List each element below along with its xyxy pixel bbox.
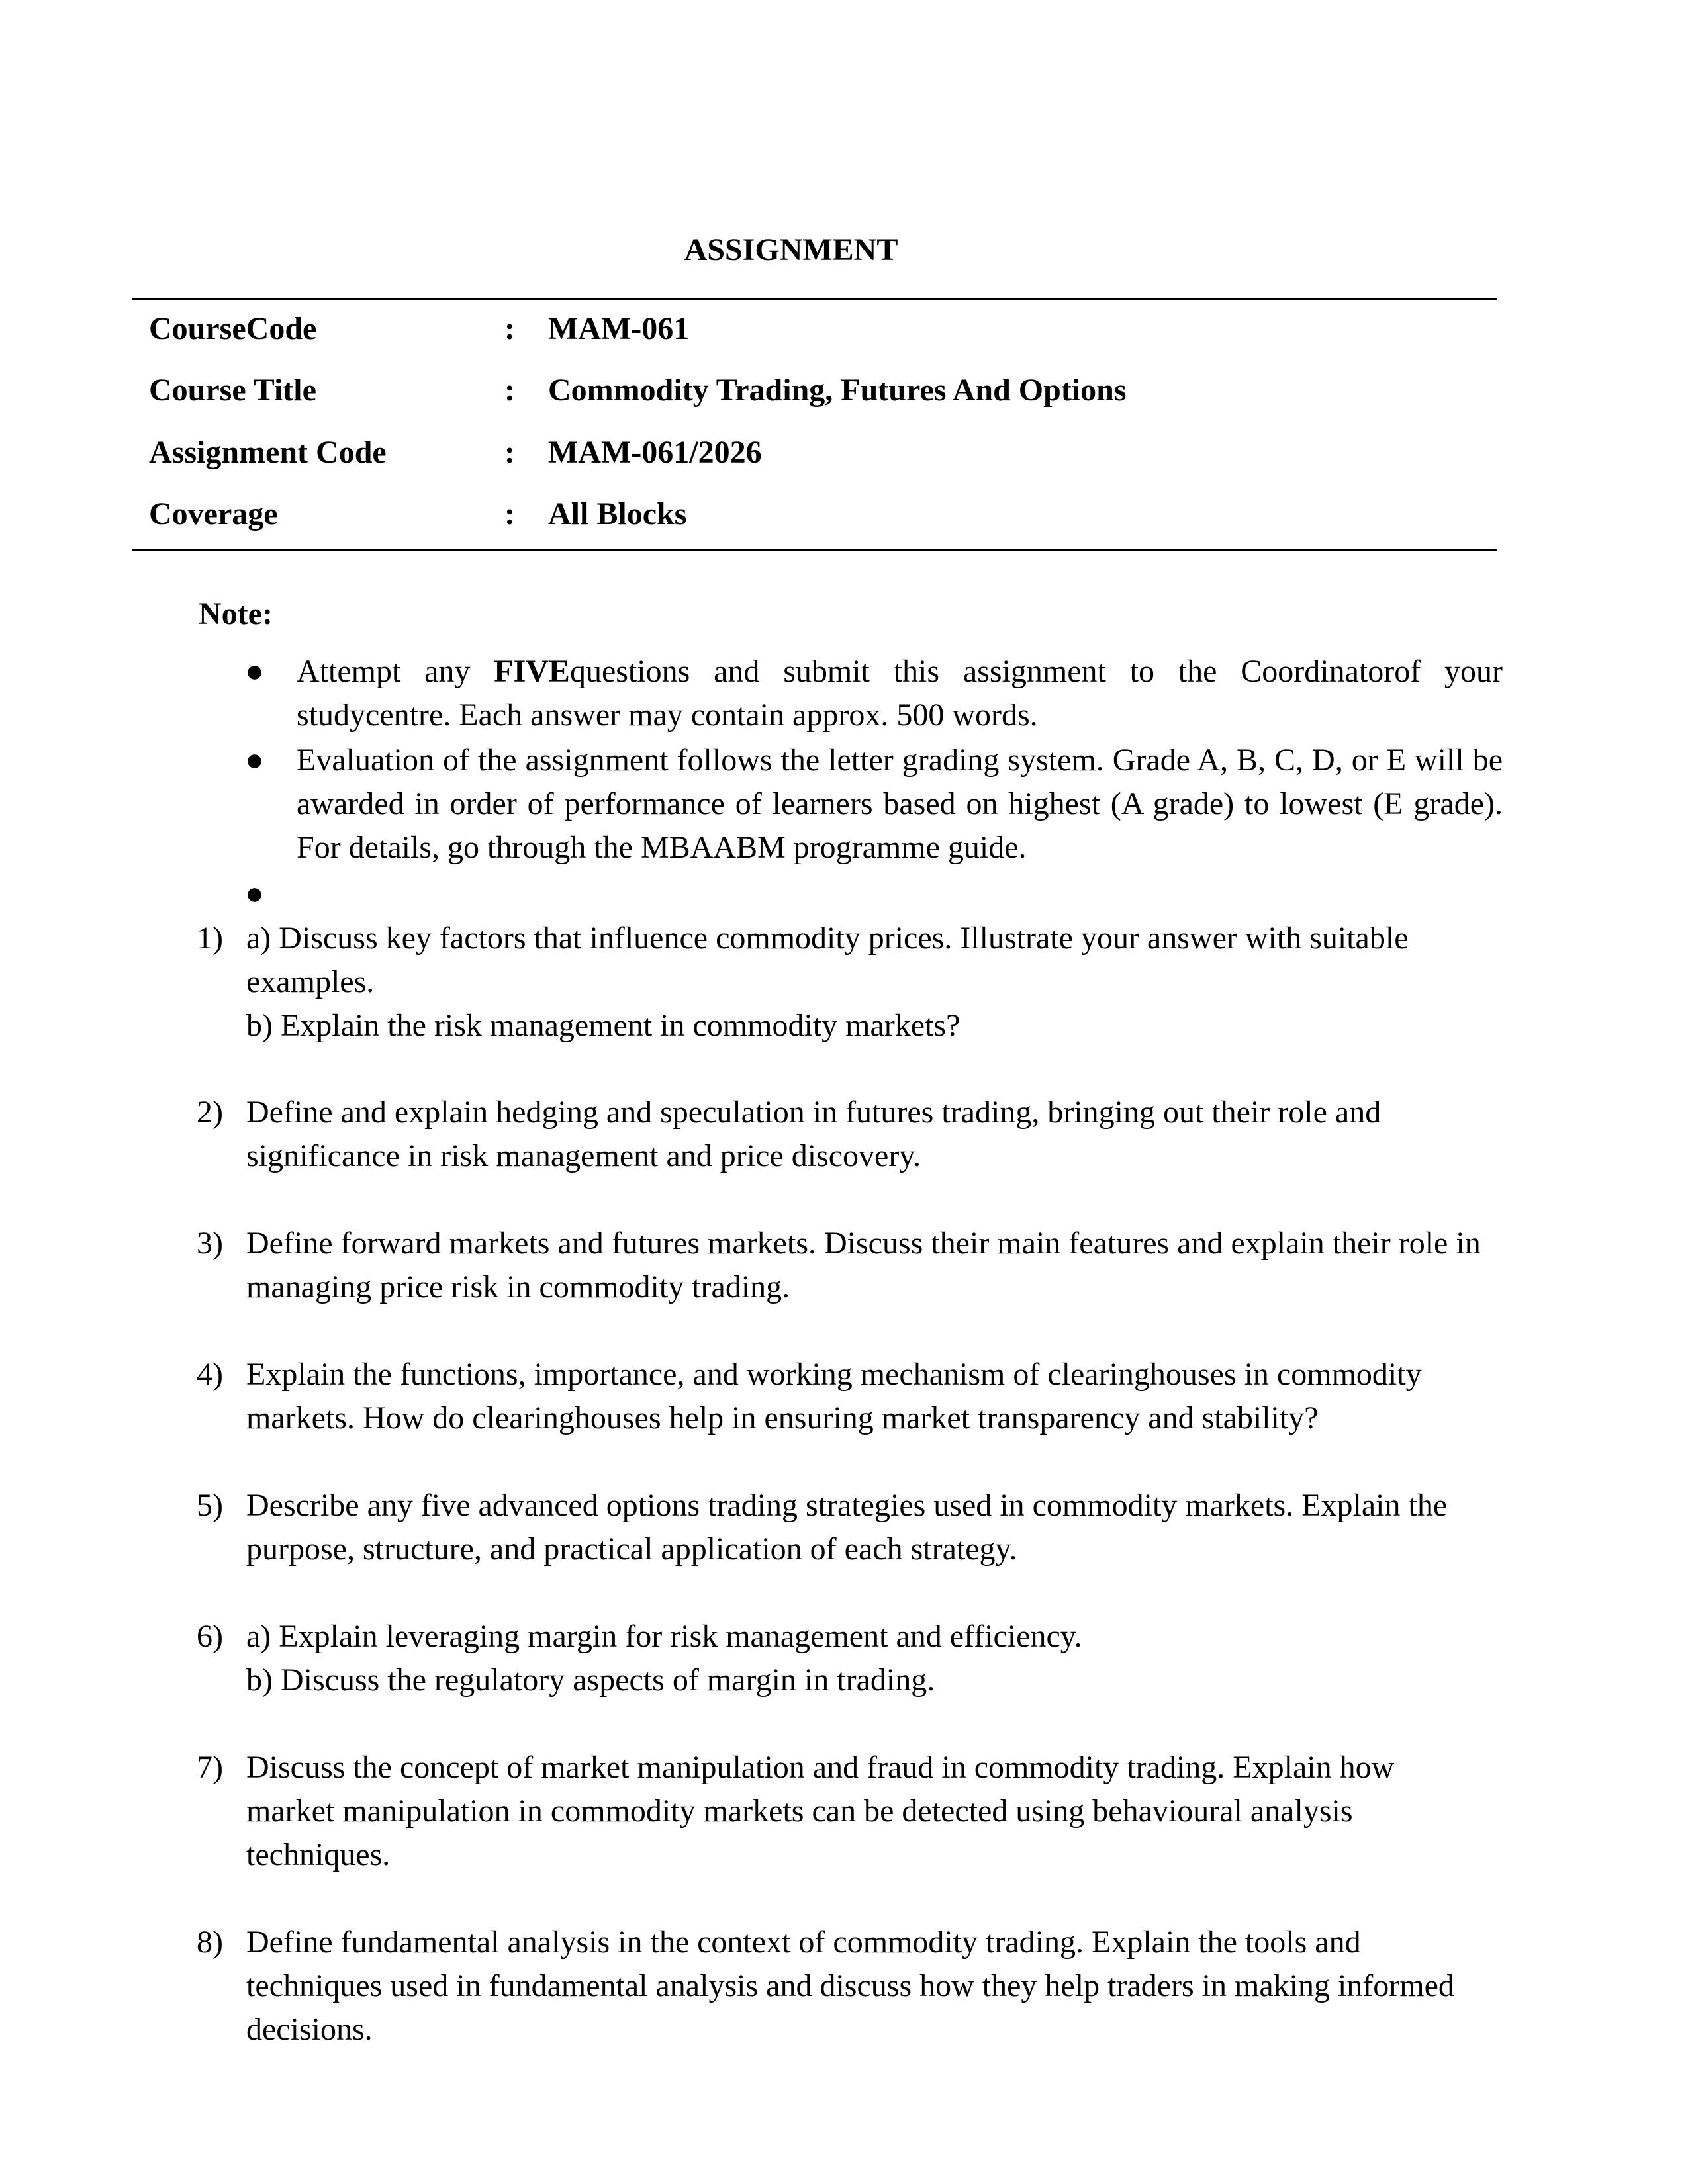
question-line: techniques used in fundamental analysis and discuss how they help traders in making informed	[246, 1968, 1454, 2003]
course-title-value: Commodity Trading, Futures And Options	[548, 373, 1127, 408]
question-line: b) Explain the risk management in commodity markets?	[246, 1008, 961, 1043]
question-line: techniques.	[246, 1837, 391, 1872]
note-label: Note:	[199, 596, 273, 631]
question-6	[246, 1615, 1544, 1702]
question-line: Define fundamental analysis in the context of commodity trading. Explain the tools and	[246, 1925, 1361, 1960]
question-7	[246, 1746, 1544, 1877]
question-3	[246, 1222, 1544, 1309]
page-title: ASSIGNMENT	[684, 232, 898, 267]
question-line: a) Explain leveraging margin for risk management and efficiency.	[246, 1619, 1082, 1654]
question-line: market manipulation in commodity markets can be detected using behavioural analysis	[246, 1794, 1353, 1829]
question-line: purpose, structure, and practical application of each strategy.	[246, 1531, 1017, 1567]
question-number: 2)	[197, 1095, 223, 1130]
course-code-label: CourseCode	[149, 311, 317, 346]
separator-colon: :	[504, 496, 515, 531]
top-rule	[132, 298, 1497, 300]
question-line: decisions.	[246, 2012, 373, 2047]
question-4	[246, 1353, 1544, 1440]
question-line: Describe any five advanced options trading strategies used in commodity markets. Explain the	[246, 1488, 1448, 1523]
question-line: markets. How do clearinghouses help in ensuring market transparency and stability?	[246, 1400, 1319, 1435]
question-8	[246, 1921, 1544, 2052]
bullet-icon: ●	[245, 654, 264, 689]
question-number: 3)	[197, 1226, 223, 1261]
bullet-1-text-start: Attempt any	[297, 654, 494, 689]
assignment-code-label: Assignment Code	[149, 435, 387, 470]
separator-colon: :	[504, 435, 515, 470]
assignment-code-value: MAM-061/2026	[548, 435, 762, 470]
question-line: Discuss the concept of market manipulation and fraud in commodity trading. Explain how	[246, 1750, 1395, 1785]
question-2	[246, 1091, 1544, 1178]
bullet-1-emphasis: FIVE	[494, 654, 570, 689]
question-line: Define and explain hedging and speculation in futures trading, bringing out their role and	[246, 1095, 1382, 1130]
question-line: a) Discuss key factors that influence commodity prices. Illustrate your answer with suitable	[246, 921, 1409, 956]
question-number: 5)	[197, 1488, 223, 1523]
question-1	[246, 917, 1544, 1048]
question-5	[246, 1484, 1544, 1571]
question-number: 6)	[197, 1619, 223, 1654]
question-number: 8)	[197, 1925, 223, 1960]
question-line: b) Discuss the regulatory aspects of margin in trading.	[246, 1662, 935, 1698]
question-line: examples.	[246, 964, 375, 999]
question-line: Explain the functions, importance, and working mechanism of clearinghouses in commodity	[246, 1357, 1422, 1392]
course-title-label: Course Title	[149, 373, 316, 408]
question-number: 1)	[197, 921, 223, 956]
question-number: 4)	[197, 1357, 223, 1392]
bottom-rule	[132, 549, 1497, 551]
note-bullet-2: Evaluation of the assignment follows the letter grading system. Grade A, B, C, D, or E will be awarded in order of performance of learners based on highest (A grade) to lowest (E grade). For details, go through the MBAABM programme guide.	[297, 743, 1503, 865]
bullet-1-text-end: questions and submit this assignment to the Coordinatorof your studycentre. Each answer may contain approx. 500 words.	[297, 654, 1503, 733]
question-line: managing price risk in commodity trading.	[246, 1269, 790, 1304]
separator-colon: :	[504, 373, 515, 408]
coverage-label: Coverage	[149, 496, 278, 531]
separator-colon: :	[504, 311, 515, 346]
question-line: Define forward markets and futures markets. Discuss their main features and explain their role in	[246, 1226, 1481, 1261]
question-line: significance in risk management and price discovery.	[246, 1138, 921, 1173]
course-code-value: MAM-061	[548, 311, 690, 346]
coverage-value: All Blocks	[548, 496, 687, 531]
note-bullet-1	[297, 650, 1503, 737]
question-number: 7)	[197, 1750, 223, 1785]
bullet-icon: ●	[245, 743, 264, 778]
bullet-icon: ●	[245, 876, 264, 911]
